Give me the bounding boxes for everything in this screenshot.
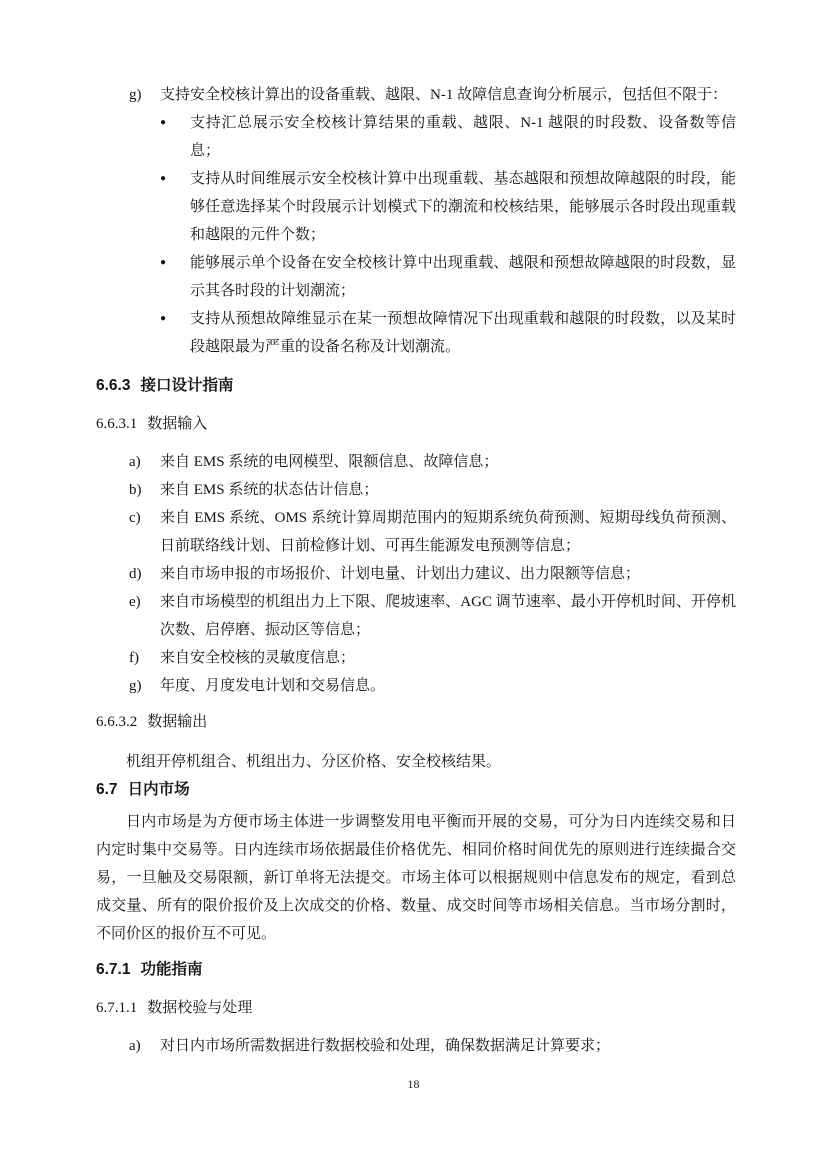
intraday-market-paragraph: 日内市场是为方便市场主体进一步调整发用电平衡而开展的交易，可分为日内连续交易和日内定时集中交易等。日内连续市场依据最佳价格优先、相同价格时间优先的原则进行连续撮合交易，一旦触及交易限额，新订单将无法提交。市场主体可以根据规则中信息发布的规定，看到总成交量、所有的限价报价及上次成交的价格、数量、成交时间等市场相关信息。当市场分割时，不同价区的报价互不可见。 [96, 814, 736, 942]
list-item-input-e [96, 588, 736, 644]
list-marker: a) [129, 454, 141, 470]
section-heading-6632 [96, 708, 736, 736]
list-item-text: 对日内市场所需数据进行数据校验和处理，确保数据满足计算要求； [160, 1038, 611, 1054]
section-heading-67 [96, 776, 736, 804]
list-marker: f) [129, 650, 139, 666]
section-heading-6631 [96, 410, 736, 438]
bullet-icon: ● [160, 117, 167, 128]
heading-number: 6.6.3.2 [96, 714, 138, 730]
bullet-item-time-dimension [96, 165, 736, 249]
bullet-item-summary-display [96, 109, 736, 165]
heading-title: 数据输出 [147, 714, 208, 730]
list-item-text: 来自 EMS 系统、OMS 系统计算周期范围内的短期系统负荷预测、短期母线负荷预测、日前联络线计划、日前检修计划、可再生能源发电预测等信息； [160, 510, 736, 554]
heading-title: 数据输入 [147, 416, 208, 432]
list-marker: g) [129, 87, 142, 103]
list-item-text: 来自 EMS 系统的状态估计信息； [160, 482, 379, 498]
list-marker: d) [129, 566, 142, 582]
heading-title: 功能指南 [140, 961, 203, 978]
section-heading-671 [96, 956, 736, 984]
list-item-check-a [96, 1032, 736, 1060]
list-item-input-d [96, 560, 736, 588]
list-marker: b) [129, 482, 142, 498]
page-number: 18 [407, 1077, 420, 1091]
bullet-item-contingency-dimension [96, 305, 736, 361]
list-marker: g) [129, 678, 142, 694]
list-item-text: 来自安全校核的灵敏度信息； [160, 650, 356, 666]
bullet-icon: ● [160, 173, 167, 184]
list-item-input-g [96, 672, 736, 700]
list-item-text: 年度、月度发电计划和交易信息。 [160, 678, 386, 694]
heading-number: 6.6.3.1 [96, 416, 138, 432]
list-item-text: 来自市场模型的机组出力上下限、爬坡速率、AGC 调节速率、最小开停机时间、开停机次数、启停磨、振动区等信息； [160, 594, 736, 638]
output-paragraph: 机组开停机组合、机组出力、分区价格、安全校核结果。 [126, 754, 502, 770]
list-item-text: 支持安全校核计算出的设备重载、越限、N-1 故障信息查询分析展示，包括但不限于： [160, 87, 728, 103]
section-heading-663 [96, 372, 736, 400]
bullet-text: 能够展示单个设备在安全校核计算中出现重载、越限和预想故障越限的时段数，显示其各时段的计划潮流； [190, 255, 736, 299]
heading-title: 日内市场 [127, 781, 190, 798]
list-marker: e) [129, 594, 141, 610]
bullet-icon: ● [160, 313, 167, 324]
bullet-text: 支持从预想故障维显示在某一预想故障情况下出现重载和越限的时段数，以及某时段越限最为严重的设备名称及计划潮流。 [190, 311, 736, 355]
list-item-text: 来自市场申报的市场报价、计划电量、计划出力建议、出力限额等信息； [160, 566, 641, 582]
list-item-input-f [96, 644, 736, 672]
list-item-g-overload-display [96, 81, 736, 109]
bullet-item-single-device [96, 249, 736, 305]
list-marker: c) [129, 510, 141, 526]
section-heading-6711 [96, 994, 736, 1022]
bullet-text: 支持汇总展示安全校核计算结果的重载、越限、N-1 越限的时段数、设备数等信息； [190, 115, 736, 159]
bullet-icon: ● [160, 257, 167, 268]
list-item-input-c [96, 504, 736, 560]
heading-title: 接口设计指南 [140, 377, 234, 394]
heading-number: 6.7 [96, 781, 118, 798]
list-marker: a) [129, 1038, 141, 1054]
heading-number: 6.7.1 [96, 961, 131, 978]
list-item-text: 来自 EMS 系统的电网模型、限额信息、故障信息； [160, 454, 499, 470]
list-item-input-b [96, 476, 736, 504]
heading-number: 6.7.1.1 [96, 1000, 138, 1016]
heading-number: 6.6.3 [96, 377, 131, 394]
list-item-input-a [96, 448, 736, 476]
bullet-text: 支持从时间维展示安全校核计算中出现重载、基态越限和预想故障越限的时段，能够任意选择某个时段展示计划模式下的潮流和校核结果，能够展示各时段出现重载和越限的元件个数； [190, 171, 736, 243]
heading-title: 数据校验与处理 [147, 1000, 253, 1016]
